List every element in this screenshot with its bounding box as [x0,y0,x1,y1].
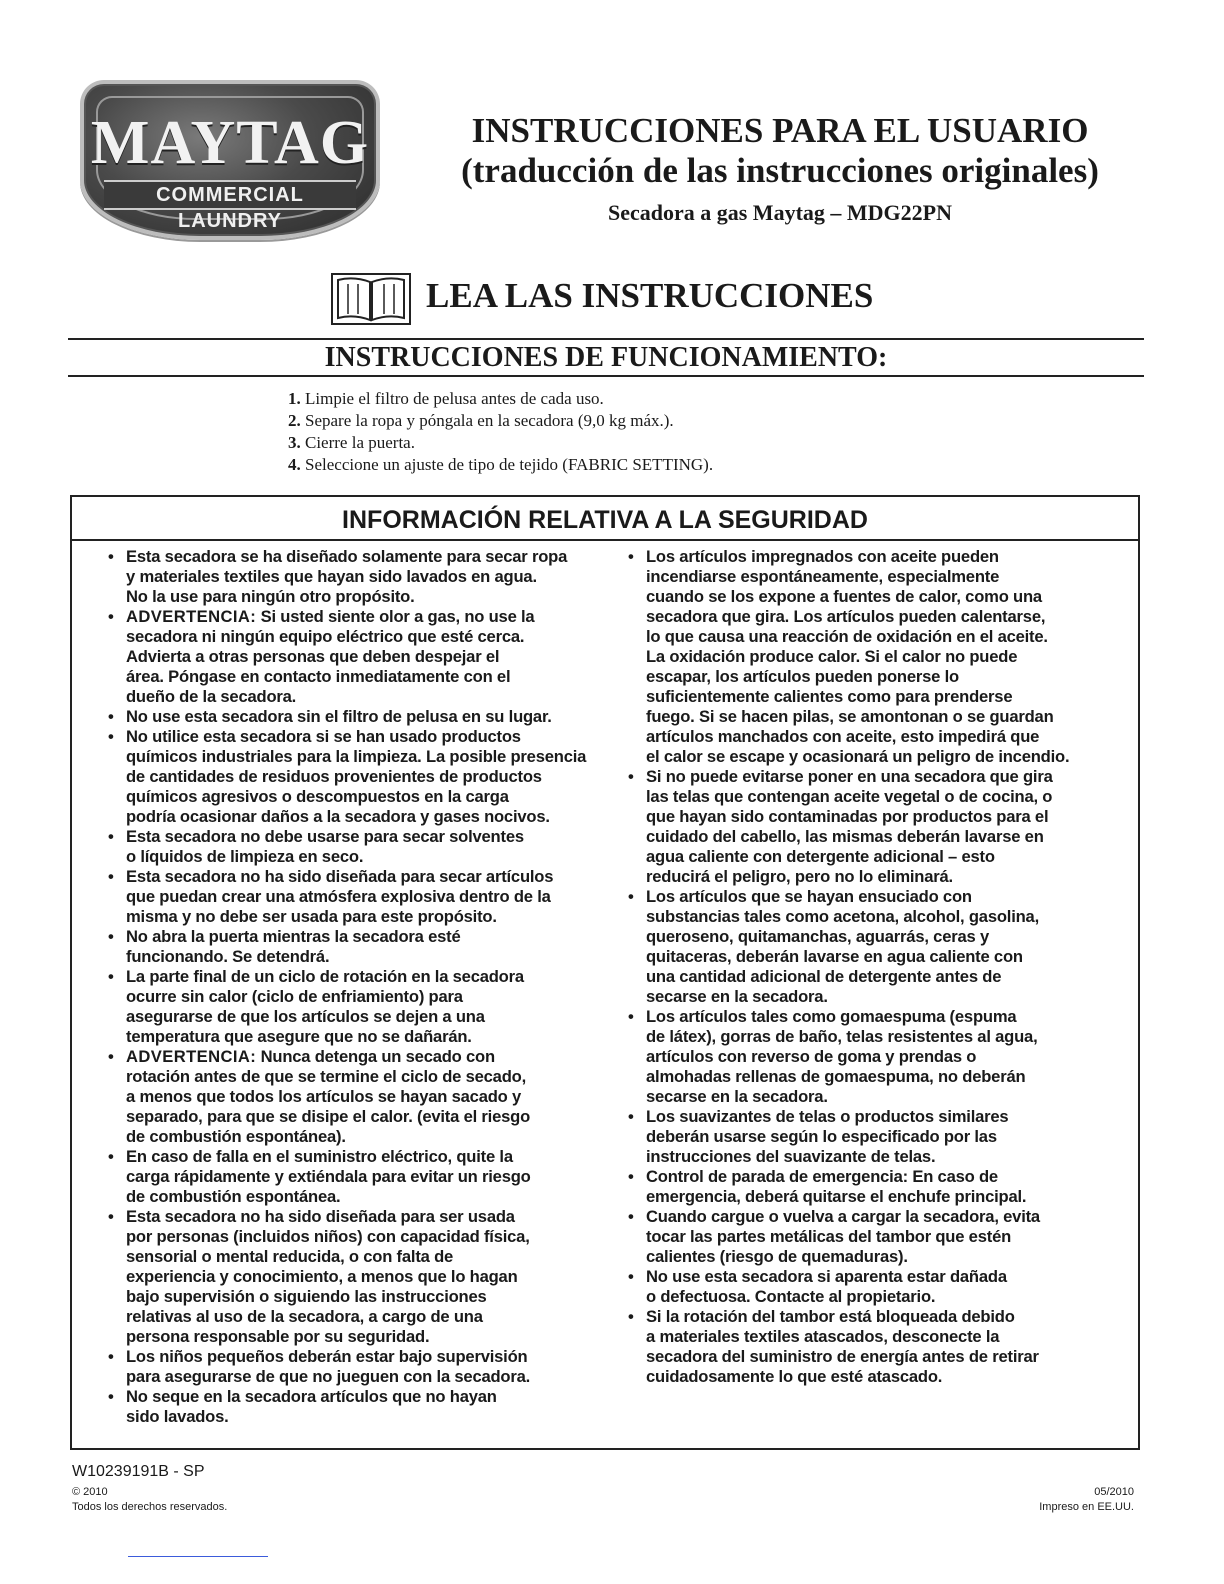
safety-item [628,1167,1138,1207]
safety-line: quitaceras, deberán lavarse en agua caliente con [646,947,1023,966]
safety-line: sensorial o mental reducida, o con falta de [126,1247,454,1266]
safety-item [108,707,628,727]
bullet-icon: • [108,707,114,726]
bullet-icon: • [108,727,114,746]
safety-line: instrucciones del suavizante de telas. [646,1147,936,1166]
safety-item [628,547,1138,767]
safety-line: Si la rotación del tambor está bloqueada debido [646,1307,1015,1326]
divider-bottom [68,375,1144,377]
printed-in: Impreso en EE.UU. [1039,1501,1134,1513]
safety-line: Esta secadora no ha sido diseñada para secar artículos [126,867,554,886]
bullet-icon: • [628,1107,634,1126]
safety-line: La parte final de un ciclo de rotación en la secadora [126,967,524,986]
safety-line: artículos manchados con aceite, esto impedirá que [646,727,1040,746]
safety-item [108,547,628,607]
safety-line: experiencia y conocimiento, a menos que lo hagan [126,1267,518,1286]
safety-line: No utilice esta secadora si se han usado productos [126,727,521,746]
read-instructions-title: LEA LAS INSTRUCCIONES [426,276,874,315]
safety-line: separado, para que se disipe el calor. (evita el riesgo [126,1107,531,1126]
document-code: W10239191B - SP [72,1463,205,1480]
safety-line: que hayan sido contaminadas por productos para el [646,807,1049,826]
safety-line: sido lavados. [126,1407,229,1426]
safety-item [108,867,628,927]
bullet-icon: • [108,1207,114,1226]
safety-box [70,495,1140,1450]
safety-line: No seque en la secadora artículos que no hayan [126,1387,497,1406]
logo-brand: MAYTAG [90,109,370,177]
safety-line: suficientemente calientes como para prenderse [646,687,1013,706]
safety-line: Control de parada de emergencia: En caso de [646,1167,998,1186]
warning-label: ADVERTENCIA: [126,607,257,626]
safety-line: que puedan crear una atmósfera explosiva dentro de la [126,887,551,906]
safety-line: asegurarse de que los artículos se dejen a una [126,1007,485,1026]
bullet-icon: • [108,547,114,566]
safety-line: Los suavizantes de telas o productos similares [646,1107,1009,1126]
page-subtitle: (traducción de las instrucciones originales) [461,151,1099,190]
safety-line: fuego. Si se hacen pilas, se amontonan o se guardan [646,707,1054,726]
safety-line: persona responsable por su seguridad. [126,1327,430,1346]
operating-steps [288,388,1108,476]
safety-line: el calor se escape y ocasionará un peligro de incendio. [646,747,1070,766]
bullet-icon: • [108,1347,114,1366]
safety-item [628,1107,1138,1167]
safety-item [628,1307,1138,1387]
safety-item [108,1347,628,1387]
safety-line: secadora ni ningún equipo eléctrico que esté cerca. [126,627,525,646]
bullet-icon: • [108,1387,114,1406]
safety-line: substancias tales como acetona, alcohol, gasolina, [646,907,1039,926]
bullet-icon: • [628,1207,634,1226]
safety-line: secadora del suministro de energía antes de retirar [646,1347,1039,1366]
link-underline [128,1556,268,1557]
safety-line: de látex), gorras de baño, telas resistentes al agua, [646,1027,1038,1046]
safety-item [108,607,628,707]
safety-line: Esta secadora no ha sido diseñada para ser usada [126,1207,515,1226]
step-item: 1. Limpie el filtro de pelusa antes de cada uso. [288,389,604,408]
safety-line: misma y no debe ser usada para este propósito. [126,907,497,926]
safety-line: Si no puede evitarse poner en una secadora que gira [646,767,1053,786]
safety-item [108,927,628,967]
safety-line: cuando se los expone a fuentes de calor, como una [646,587,1042,606]
safety-line: queroseno, quitamanchas, aguarrás, ceras y [646,927,989,946]
safety-item [628,1007,1138,1107]
safety-line: No la use para ningún otro propósito. [126,587,415,606]
safety-line: químicos industriales para la limpieza. La posible presencia [126,747,587,766]
safety-line: lo que causa una reacción de oxidación en el aceite. [646,627,1048,646]
safety-line: Los artículos tales como gomaespuma (espuma [646,1007,1017,1026]
safety-line: y materiales textiles que hayan sido lavados en agua. [126,567,537,586]
safety-line: Los artículos que se hayan ensuciado con [646,887,972,906]
bullet-icon: • [628,887,634,906]
safety-line: cuidado del cabello, las mismas deberán lavarse en [646,827,1044,846]
page-title: INSTRUCCIONES PARA EL USUARIO [471,111,1089,150]
maytag-logo [80,80,380,240]
safety-line: En caso de falla en el suministro eléctrico, quite la [126,1147,513,1166]
safety-line: Esta secadora se ha diseñado solamente para secar ropa [126,547,568,566]
safety-line: químicos agresivos o descompuestos en la carga [126,787,509,806]
safety-line: por personas (incluidos niños) con capacidad física, [126,1227,530,1246]
safety-item [108,1207,628,1347]
safety-item [108,727,628,827]
logo-sub: COMMERCIAL LAUNDRY [156,184,304,232]
safety-line: secarse en la secadora. [646,987,828,1006]
safety-line: o defectuosa. Contacte al propietario. [646,1287,936,1306]
print-date: 05/2010 [1094,1486,1134,1498]
safety-title: INFORMACIÓN RELATIVA A LA SEGURIDAD [342,506,868,534]
safety-line: emergencia, deberá quitarse el enchufe principal. [646,1187,1027,1206]
safety-line: rotación antes de que se termine el ciclo de secado, [126,1067,526,1086]
copyright: © 2010 [72,1486,108,1498]
safety-line: Cuando cargue o vuelva a cargar la secadora, evita [646,1207,1040,1226]
safety-line: a menos que todos los artículos se hayan sacado y [126,1087,522,1106]
safety-line: funcionando. Se detendrá. [126,947,330,966]
safety-line: escapar, los artículos pueden ponerse lo [646,667,959,686]
safety-line: Advierta a otras personas que deben despejar el [126,647,500,666]
book-icon [330,270,412,326]
safety-column-right [628,547,1138,1387]
bullet-icon: • [628,1007,634,1026]
safety-line: bajo supervisión o siguiendo las instrucciones [126,1287,487,1306]
safety-line: Los artículos impregnados con aceite pueden [646,547,999,566]
logo-sub-band [104,180,356,232]
safety-line: deberán usarse según lo especificado por las [646,1127,997,1146]
safety-line: o líquidos de limpieza en seco. [126,847,364,866]
safety-item [108,827,628,867]
safety-line: secarse en la secadora. [646,1087,828,1106]
safety-line: a materiales textiles atascados, desconecte la [646,1327,1000,1346]
safety-line: dueño de la secadora. [126,687,297,706]
safety-line: artículos con reverso de goma y prendas o [646,1047,977,1066]
safety-line: almohadas rellenas de gomaespuma, no deberán [646,1067,1026,1086]
safety-line: ADVERTENCIA: Si usted siente olor a gas, no use la [126,607,535,626]
safety-item [628,767,1138,887]
safety-line: calientes (riesgo de quemaduras). [646,1247,908,1266]
bullet-icon: • [108,827,114,846]
safety-item [628,1267,1138,1307]
safety-line: No use esta secadora sin el filtro de pelusa en su lugar. [126,707,552,726]
step-item: 2. Separe la ropa y póngala en la secadora (9,0 kg máx.). [288,411,674,430]
safety-line: de combustión espontánea). [126,1127,346,1146]
safety-line: incendiarse espontáneamente, especialmente [646,567,1000,586]
operating-title: INSTRUCCIONES DE FUNCIONAMIENTO: [324,342,888,373]
safety-column-left [108,547,628,1427]
safety-line: ADVERTENCIA: Nunca detenga un secado con [126,1047,495,1066]
safety-line: cuidadosamente lo que esté atascado. [646,1367,943,1386]
bullet-icon: • [108,927,114,946]
model-line: Secadora a gas Maytag – MDG22PN [607,200,952,225]
safety-line: una cantidad adicional de detergente antes de [646,967,1002,986]
safety-line: las telas que contengan aceite vegetal o de cocina, o [646,787,1053,806]
safety-divider [72,539,1138,541]
bullet-icon: • [108,1047,114,1066]
safety-line: agua caliente con detergente adicional – esto [646,847,995,866]
safety-item [108,1387,628,1427]
step-item: 3. Cierre la puerta. [288,433,415,452]
safety-item [628,887,1138,1007]
safety-item [108,967,628,1047]
bullet-icon: • [108,1147,114,1166]
safety-line: No use esta secadora si aparenta estar dañada [646,1267,1007,1286]
bullet-icon: • [108,867,114,886]
bullet-icon: • [108,607,114,626]
safety-line: Los niños pequeños deberán estar bajo supervisión [126,1347,528,1366]
safety-line: secadora que gira. Los artículos pueden calentarse, [646,607,1046,626]
safety-line: No abra la puerta mientras la secadora esté [126,927,461,946]
bullet-icon: • [628,767,634,786]
safety-item [628,1207,1138,1267]
step-item: 4. Seleccione un ajuste de tipo de tejido (FABRIC SETTING). [288,455,714,474]
safety-line: tocar las partes metálicas del tambor que estén [646,1227,1012,1246]
divider-top [68,338,1144,340]
bullet-icon: • [628,547,634,566]
rights-reserved: Todos los derechos reservados. [72,1501,228,1513]
safety-line: de combustión espontánea. [126,1187,341,1206]
safety-line: temperatura que asegure que no se dañarán. [126,1027,472,1046]
bullet-icon: • [628,1267,634,1286]
bullet-icon: • [108,967,114,986]
safety-line: podría ocasionar daños a la secadora y gases nocivos. [126,807,550,826]
bullet-icon: • [628,1307,634,1326]
safety-item [108,1047,628,1147]
safety-line: reducirá el peligro, pero no lo eliminará. [646,867,953,886]
safety-line: de cantidades de residuos provenientes de productos [126,767,542,786]
safety-line: La oxidación produce calor. Si el calor no puede [646,647,1018,666]
safety-line: ocurre sin calor (ciclo de enfriamiento) para [126,987,463,1006]
bullet-icon: • [628,1167,634,1186]
safety-line: relativas al uso de la secadora, a cargo de una [126,1307,483,1326]
warning-label: ADVERTENCIA: [126,1047,257,1066]
safety-line: carga rápidamente y extiéndala para evitar un riesgo [126,1167,531,1186]
safety-line: área. Póngase en contacto inmediatamente con el [126,667,511,686]
safety-line: Esta secadora no debe usarse para secar solventes [126,827,524,846]
safety-line: para asegurarse de que no jueguen con la secadora. [126,1367,531,1386]
safety-item [108,1147,628,1207]
